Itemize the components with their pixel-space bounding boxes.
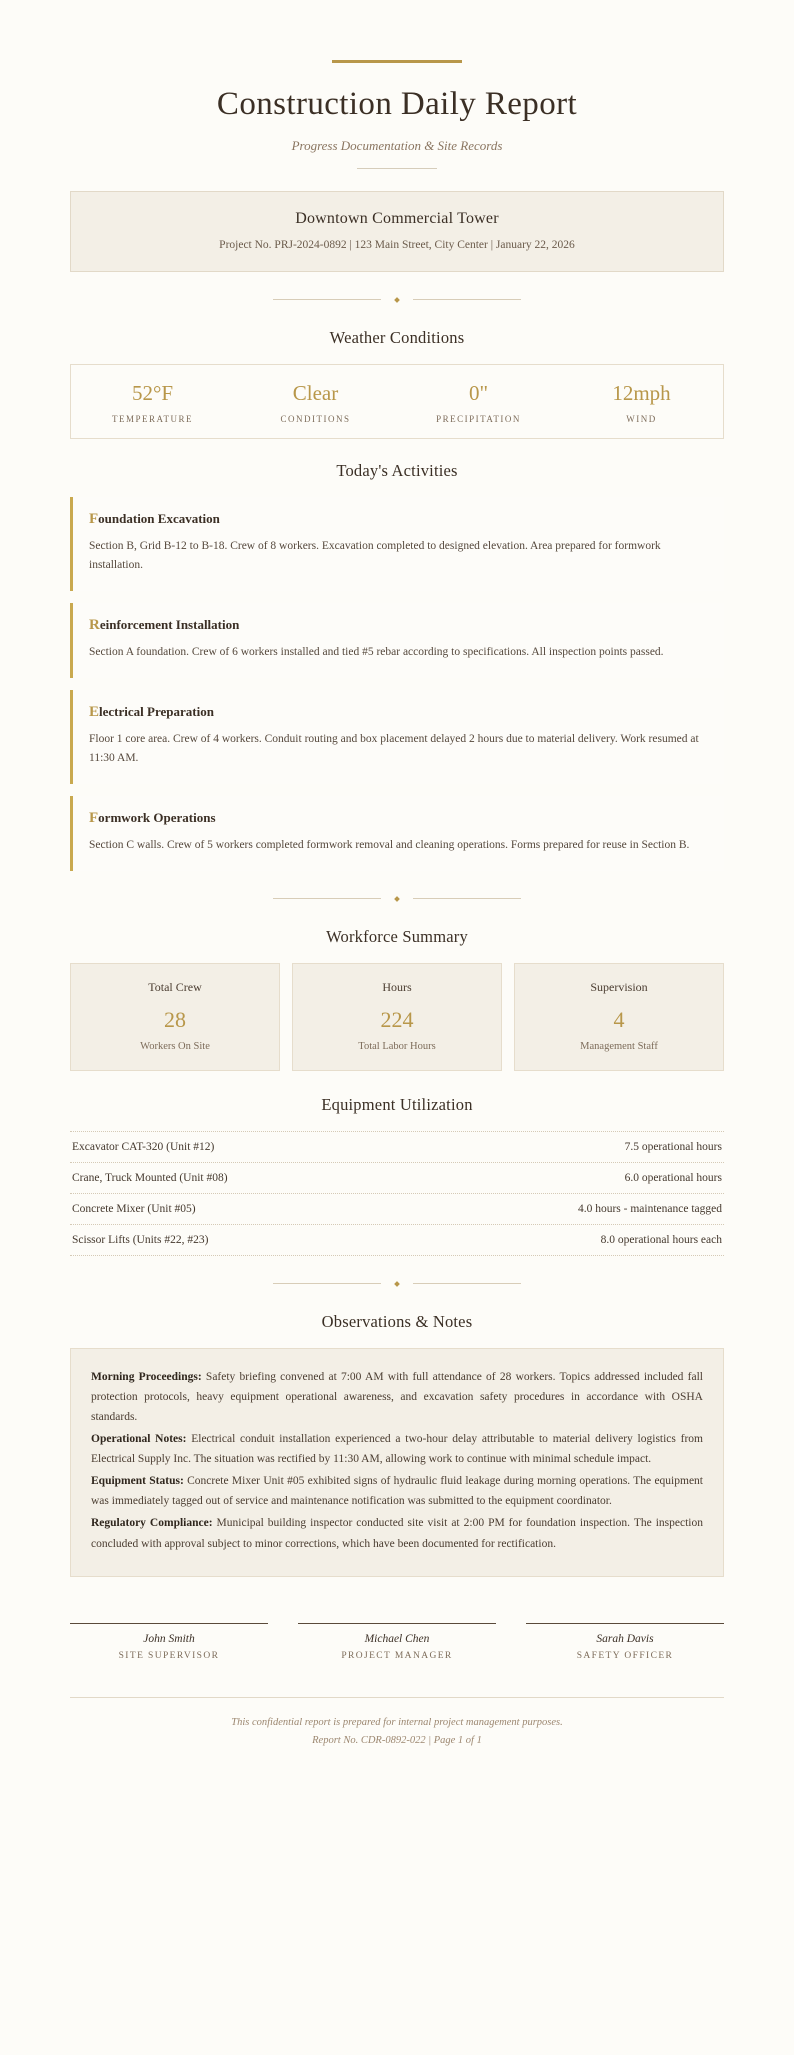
section-divider	[70, 897, 724, 901]
signature-project-manager	[298, 1623, 496, 1661]
workforce-card-label: Supervision	[590, 979, 648, 994]
equipment-hours: 8.0 operational hours each	[600, 1233, 722, 1246]
signature-name: John Smith	[143, 1632, 195, 1645]
activities-section-title: Today's Activities	[336, 460, 458, 480]
table-row	[70, 1131, 724, 1163]
activity-title-rest: lectrical Preparation	[99, 703, 214, 719]
note-body: Municipal building inspector conducted site visit at 2:00 PM for foundation inspection. The inspection concluded with approval subject to minor corrections, which have been documented for rectification.	[91, 1517, 703, 1550]
observations-notes-panel	[70, 1348, 724, 1577]
note-body: Electrical conduit installation experienced a two-hour delay attributable to material delivery logistics from Electrical Supply Inc. The situation was rectified by 11:30 AM, allowing work to continue with minimal schedule impact.	[91, 1432, 703, 1466]
activity-title-rest: ormwork Operations	[98, 809, 216, 825]
note-paragraph	[91, 1471, 703, 1511]
workforce-card-hours	[292, 963, 502, 1071]
signature-role: SAFETY OFFICER	[576, 1650, 674, 1661]
activity-title-initial: F	[89, 809, 99, 826]
signature-name: Sarah Davis	[596, 1632, 654, 1645]
diamond-ornament-icon	[394, 896, 400, 902]
divider-line-left	[273, 299, 381, 300]
activity-description: Section A foundation. Crew of 6 workers installed and tied #5 rebar according to specifications. All inspection points passed.	[89, 645, 664, 658]
signature-role: SITE SUPERVISOR	[118, 1650, 220, 1661]
signature-block	[70, 1623, 724, 1661]
workforce-card-supervision	[514, 963, 724, 1071]
note-lead-in: Regulatory Compliance:	[91, 1517, 213, 1530]
diamond-ornament-icon	[394, 297, 400, 303]
equipment-section-title: Equipment Utilization	[321, 1094, 473, 1114]
activity-title-initial: F	[89, 510, 99, 527]
equipment-name: Concrete Mixer (Unit #05)	[72, 1202, 196, 1215]
signature-role: PROJECT MANAGER	[341, 1650, 453, 1661]
note-lead-in: Operational Notes:	[91, 1432, 187, 1445]
workforce-card-sublabel: Workers On Site	[140, 1040, 210, 1052]
table-row	[70, 1194, 724, 1225]
footer-report-number: Report No. CDR-0892-022 | Page 1 of 1	[312, 1734, 482, 1746]
equipment-name: Crane, Truck Mounted (Unit #08)	[72, 1171, 228, 1184]
weather-stat-precipitation	[397, 381, 560, 424]
activity-title	[89, 511, 708, 528]
activity-card	[70, 497, 724, 591]
workforce-card-value: 4	[613, 1006, 625, 1032]
section-divider	[70, 1282, 724, 1286]
activity-description: Section C walls. Crew of 5 workers completed formwork removal and cleaning operations. Forms prepared for reuse in Section B.	[89, 838, 690, 851]
note-lead-in: Equipment Status:	[91, 1475, 184, 1488]
weather-label: PRECIPITATION	[436, 413, 521, 424]
project-info-box	[70, 191, 724, 272]
equipment-hours: 7.5 operational hours	[624, 1140, 722, 1153]
equipment-utilization-table	[70, 1131, 724, 1256]
divider-line-left	[273, 1283, 381, 1284]
workforce-card-total-crew	[70, 963, 280, 1071]
activity-description: Section B, Grid B-12 to B-18. Crew of 8 workers. Excavation completed to designed elevation. Area prepared for formwork installation.	[89, 539, 661, 571]
footer-confidentiality-note: This confidential report is prepared for internal project management purposes.	[231, 1716, 563, 1728]
subtitle-rule	[357, 168, 437, 169]
weather-label: CONDITIONS	[280, 413, 351, 424]
weather-value: 52°F	[131, 380, 174, 405]
note-lead-in: Morning Proceedings:	[91, 1370, 202, 1383]
divider-line-right	[413, 299, 521, 300]
weather-label: TEMPERATURE	[111, 413, 193, 424]
project-name: Downtown Commercial Tower	[295, 209, 499, 227]
weather-conditions-panel	[70, 364, 724, 439]
weather-stat-wind	[560, 381, 723, 424]
weather-stat-conditions	[234, 381, 397, 424]
activities-list	[70, 497, 724, 871]
weather-stat-temperature	[71, 381, 234, 424]
weather-value: Clear	[292, 380, 339, 405]
activity-card	[70, 796, 724, 871]
weather-label: WIND	[626, 413, 657, 424]
table-row	[70, 1225, 724, 1256]
workforce-section-title: Workforce Summary	[326, 926, 468, 946]
weather-value: 12mph	[612, 380, 671, 405]
workforce-summary	[70, 963, 724, 1071]
activity-title-rest: einforcement Installation	[99, 616, 240, 632]
equipment-hours: 6.0 operational hours	[624, 1171, 722, 1184]
activity-title	[89, 810, 708, 827]
signature-line	[70, 1623, 268, 1624]
activity-title	[89, 617, 708, 634]
signature-name: Michael Chen	[364, 1632, 430, 1645]
section-divider	[70, 298, 724, 302]
workforce-card-sublabel: Management Staff	[580, 1040, 658, 1052]
activity-title-initial: R	[89, 616, 100, 633]
page-subtitle: Progress Documentation & Site Records	[291, 137, 503, 153]
workforce-card-label: Total Crew	[148, 979, 202, 994]
activity-card	[70, 603, 724, 678]
note-paragraph	[91, 1367, 703, 1427]
report-footer	[70, 1697, 724, 1750]
activity-title-initial: E	[89, 703, 100, 720]
signature-safety-officer	[526, 1623, 724, 1661]
signature-line	[526, 1623, 724, 1624]
workforce-card-label: Hours	[382, 979, 412, 994]
equipment-name: Excavator CAT-320 (Unit #12)	[72, 1140, 215, 1153]
table-row	[70, 1163, 724, 1194]
report-header	[70, 60, 724, 169]
workforce-card-value: 224	[380, 1006, 414, 1032]
equipment-name: Scissor Lifts (Units #22, #23)	[72, 1233, 209, 1246]
divider-line-right	[413, 1283, 521, 1284]
signature-site-supervisor	[70, 1623, 268, 1661]
signature-line	[298, 1623, 496, 1624]
divider-line-right	[413, 898, 521, 899]
activity-description: Floor 1 core area. Crew of 4 workers. Conduit routing and box placement delayed 2 hours due to material delivery. Work resumed at 11:30 AM.	[89, 732, 699, 764]
title-accent-rule	[332, 60, 462, 63]
workforce-card-value: 28	[164, 1006, 186, 1032]
note-paragraph	[91, 1513, 703, 1553]
weather-value: 0"	[468, 380, 489, 405]
notes-section-title: Observations & Notes	[321, 1311, 473, 1331]
diamond-ornament-icon	[394, 1281, 400, 1287]
weather-section-title: Weather Conditions	[329, 327, 465, 347]
note-body: Concrete Mixer Unit #05 exhibited signs of hydraulic fluid leakage during morning operations. The equipment was immediately tagged out of service and maintenance notification was submitted to the equipment coordinator.	[91, 1475, 703, 1508]
note-paragraph	[91, 1429, 703, 1469]
equipment-hours: 4.0 hours - maintenance tagged	[577, 1202, 722, 1215]
activity-title	[89, 704, 708, 721]
activity-card	[70, 690, 724, 784]
note-body: Safety briefing convened at 7:00 AM with full attendance of 28 workers. Topics addressed included fall protection protocols, heavy equipment operational awareness, and excavation safety procedures in accordance with OSHA standards.	[91, 1370, 703, 1423]
page-title: Construction Daily Report	[216, 86, 578, 122]
workforce-card-sublabel: Total Labor Hours	[358, 1040, 436, 1052]
divider-line-left	[273, 898, 381, 899]
project-meta: Project No. PRJ-2024-0892 | 123 Main Street, City Center | January 22, 2026	[219, 238, 575, 251]
activity-title-rest: oundation Excavation	[98, 510, 220, 526]
